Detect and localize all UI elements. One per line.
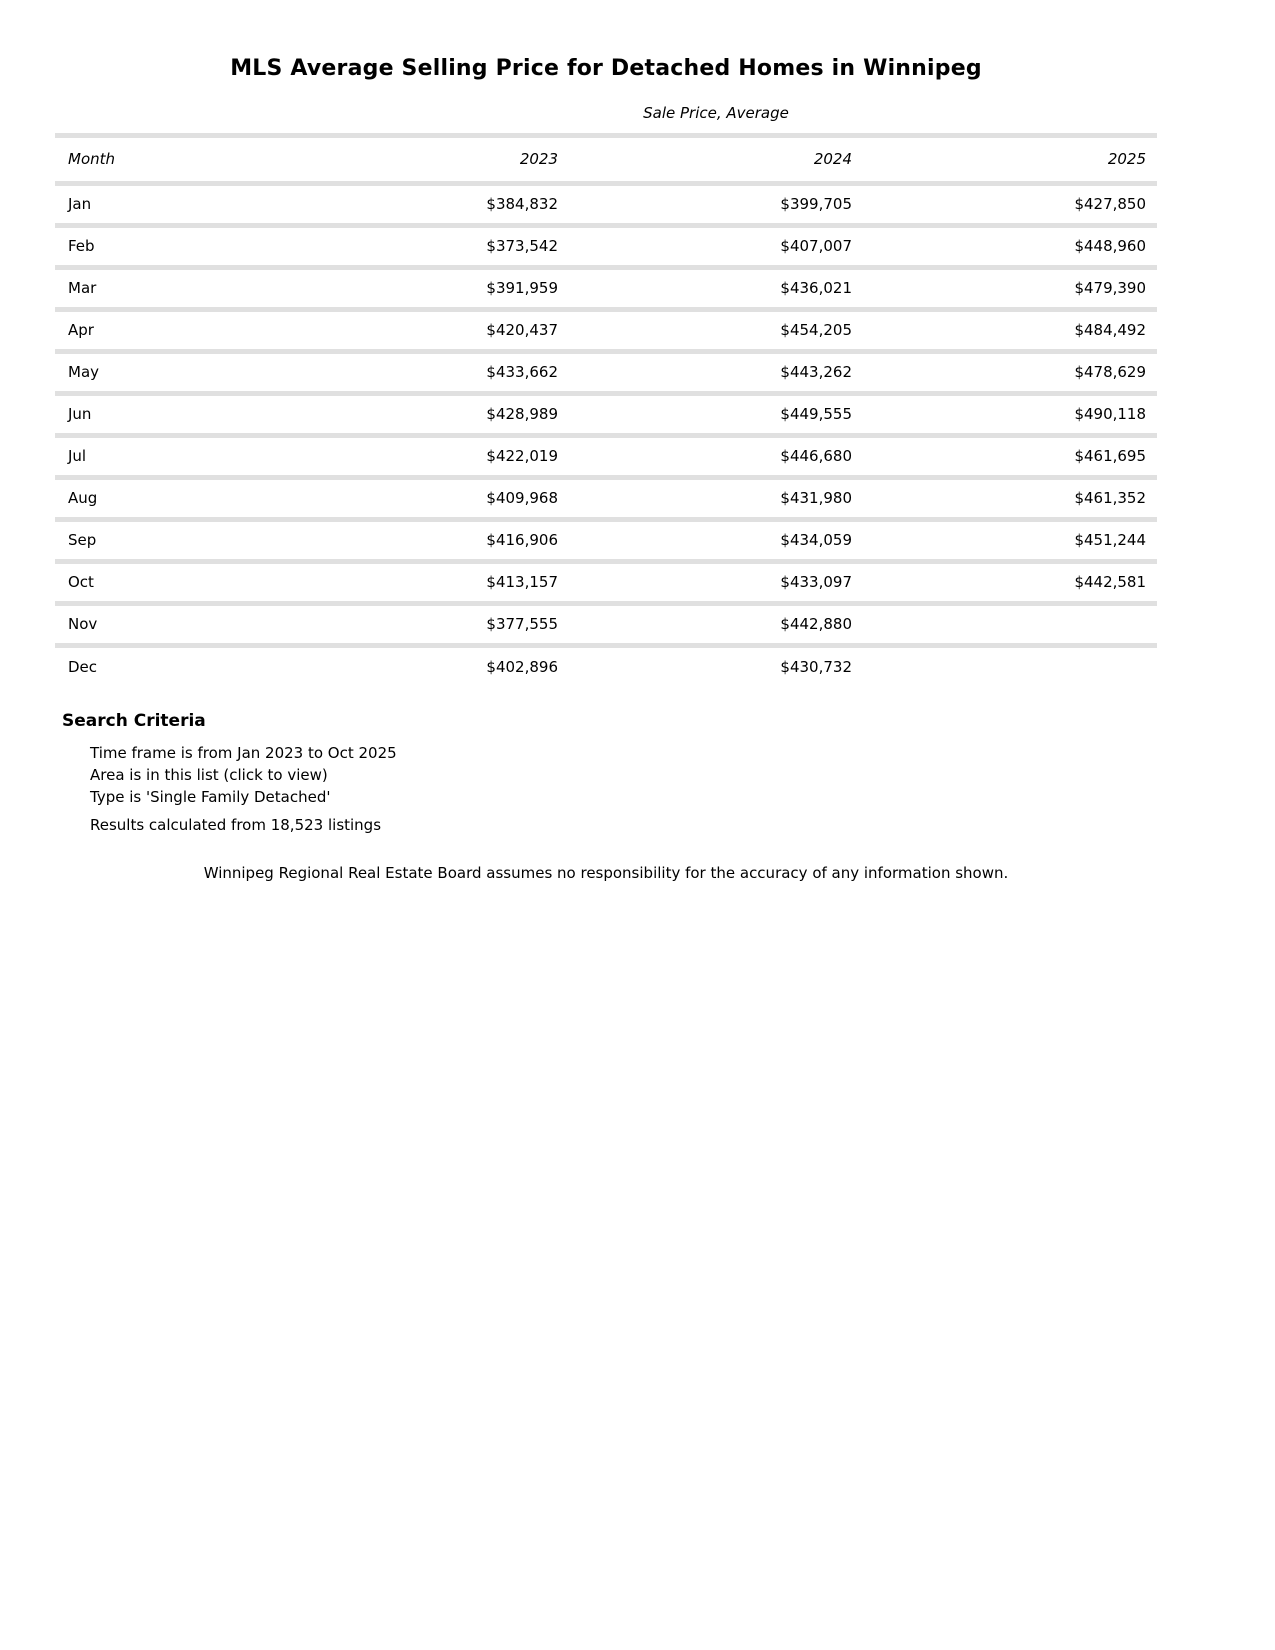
table-row-nov	[55, 603, 1157, 645]
report-page	[55, 0, 1157, 882]
table-row-mar	[55, 267, 1157, 309]
month-cell: Jun	[55, 393, 275, 435]
month-cell: Mar	[55, 267, 275, 309]
price-cell-2024: $431,980	[569, 477, 863, 519]
table-row-jul	[55, 435, 1157, 477]
price-cell-2024: $449,555	[569, 393, 863, 435]
month-cell: Jan	[55, 183, 275, 225]
table-row-sep	[55, 519, 1157, 561]
price-cell-2023: $428,989	[275, 393, 569, 435]
price-cell-2023: $402,896	[486, 658, 558, 677]
table-row-aug	[55, 477, 1157, 519]
price-cell-2023: $409,968	[275, 477, 569, 519]
price-cell-2024: $442,880	[569, 603, 863, 645]
price-cell-2024: $434,059	[569, 519, 863, 561]
column-header-2025: 2025	[863, 135, 1157, 183]
criteria-type: Type is 'Single Family Detached'	[90, 788, 331, 806]
disclaimer-text: Winnipeg Regional Real Estate Board assumes no responsibility for the accuracy of any information shown.	[203, 864, 1009, 882]
price-cell-2024: $446,680	[569, 435, 863, 477]
price-cell-2025: $478,629	[863, 351, 1157, 393]
price-cell-2023: $373,542	[275, 225, 569, 267]
price-cell-2023: $413,157	[275, 561, 569, 603]
price-cell-2024: $443,262	[569, 351, 863, 393]
price-cell-2024: $430,732	[780, 658, 852, 677]
column-header-2024: 2024	[569, 135, 863, 183]
price-cell-2024: $433,097	[569, 561, 863, 603]
table-row-apr	[55, 309, 1157, 351]
price-cell-2025	[863, 603, 1157, 645]
price-cell-2023: $384,832	[275, 183, 569, 225]
results-count: Results calculated from 18,523 listings	[90, 816, 382, 834]
price-table	[55, 93, 1157, 687]
table-row-jun	[55, 393, 1157, 435]
price-cell-2025	[863, 645, 1157, 687]
month-cell: Apr	[55, 309, 275, 351]
price-cell-2025: $442,581	[863, 561, 1157, 603]
month-cell: Dec	[68, 658, 98, 677]
table-row-feb	[55, 225, 1157, 267]
table-row-dec	[55, 645, 1157, 687]
month-cell: Aug	[55, 477, 275, 519]
price-cell-2023: $377,555	[275, 603, 569, 645]
sale-price-group-header: Sale Price, Average	[275, 93, 1157, 135]
price-cell-2024: $436,021	[569, 267, 863, 309]
search-criteria-heading: Search Criteria	[62, 711, 206, 731]
price-cell-2025: $461,352	[863, 477, 1157, 519]
criteria-area-link[interactable]: Area is in this list (click to view)	[90, 766, 328, 784]
price-cell-2024: $399,705	[569, 183, 863, 225]
price-cell-2025: $484,492	[863, 309, 1157, 351]
price-cell-2023: $433,662	[275, 351, 569, 393]
group-header-spacer	[55, 93, 275, 135]
price-cell-2023: $422,019	[275, 435, 569, 477]
group-header-row	[55, 93, 1157, 135]
page-title: MLS Average Selling Price for Detached Homes in Winnipeg	[230, 56, 982, 81]
table-row-jan	[55, 183, 1157, 225]
price-cell-2023: $420,437	[275, 309, 569, 351]
price-cell-2023: $391,959	[275, 267, 569, 309]
table-row-oct	[55, 561, 1157, 603]
month-cell: Oct	[55, 561, 275, 603]
price-cell-2023: $416,906	[275, 519, 569, 561]
month-cell: Sep	[55, 519, 275, 561]
price-cell-2025: $490,118	[863, 393, 1157, 435]
month-cell: Feb	[55, 225, 275, 267]
month-cell: Nov	[55, 603, 275, 645]
price-cell-2025: $451,244	[863, 519, 1157, 561]
price-cell-2025: $461,695	[863, 435, 1157, 477]
criteria-time-frame: Time frame is from Jan 2023 to Oct 2025	[90, 744, 397, 762]
month-cell: Jul	[55, 435, 275, 477]
month-cell: May	[55, 351, 275, 393]
column-header-month: Month	[55, 135, 275, 183]
price-cell-2025: $448,960	[863, 225, 1157, 267]
column-header-2023: 2023	[275, 135, 569, 183]
price-cell-2024: $454,205	[569, 309, 863, 351]
column-header-row	[55, 135, 1157, 183]
price-cell-2025: $479,390	[863, 267, 1157, 309]
price-cell-2025: $427,850	[863, 183, 1157, 225]
price-cell-2024: $407,007	[569, 225, 863, 267]
search-criteria-section	[55, 711, 1157, 834]
table-row-may	[55, 351, 1157, 393]
